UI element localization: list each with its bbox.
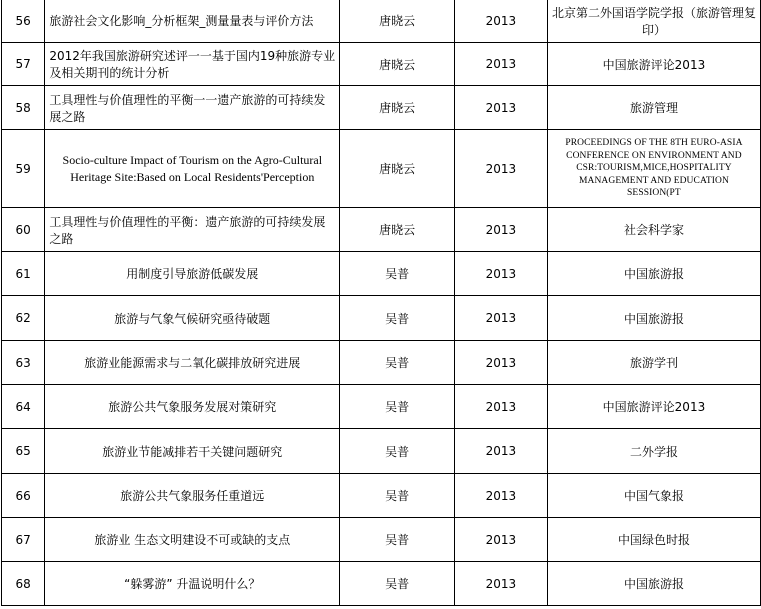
row-number: 56 xyxy=(2,0,45,43)
author: 吴普 xyxy=(340,296,455,341)
row-number: 57 xyxy=(2,43,45,86)
paper-title: 工具理性与价值理性的平衡一一遗产旅游的可持续发展之路 xyxy=(45,86,340,130)
row-number: 60 xyxy=(2,208,45,252)
row-number: 68 xyxy=(2,562,45,606)
publication-source: 中国旅游评论2013 xyxy=(547,385,760,429)
year: 2013 xyxy=(454,429,547,474)
publication-source: 中国绿色时报 xyxy=(547,518,760,562)
year: 2013 xyxy=(454,518,547,562)
paper-title: 旅游业能源需求与二氧化碳排放研究进展 xyxy=(45,341,340,385)
publication-source: 中国旅游报 xyxy=(547,296,760,341)
row-number: 59 xyxy=(2,130,45,208)
publication-source: 社会科学家 xyxy=(547,208,760,252)
row-number: 58 xyxy=(2,86,45,130)
author: 吴普 xyxy=(340,385,455,429)
author: 唐晓云 xyxy=(340,86,455,130)
paper-title: 旅游公共气象服务任重道远 xyxy=(45,474,340,518)
table-row xyxy=(2,385,761,429)
row-number: 63 xyxy=(2,341,45,385)
paper-title: 旅游业 生态文明建设不可或缺的支点 xyxy=(45,518,340,562)
year: 2013 xyxy=(454,385,547,429)
paper-title: Socio-culture Impact of Tourism on the Agro-Cultural Heritage Site:Based on Local Residents'Perception xyxy=(45,130,340,208)
publication-source: 中国气象报 xyxy=(547,474,760,518)
year: 2013 xyxy=(454,474,547,518)
year: 2013 xyxy=(454,296,547,341)
author: 唐晓云 xyxy=(340,208,455,252)
table-row xyxy=(2,252,761,296)
publication-source: 中国旅游评论2013 xyxy=(547,43,760,86)
year: 2013 xyxy=(454,130,547,208)
paper-title: 旅游公共气象服务发展对策研究 xyxy=(45,385,340,429)
author: 吴普 xyxy=(340,429,455,474)
table-row xyxy=(2,518,761,562)
paper-title: 旅游与气象气候研究亟待破题 xyxy=(45,296,340,341)
author: 吴普 xyxy=(340,252,455,296)
author: 吴普 xyxy=(340,518,455,562)
publication-source: 中国旅游报 xyxy=(547,252,760,296)
year: 2013 xyxy=(454,86,547,130)
paper-title: 工具理性与价值理性的平衡：遗产旅游的可持续发展之路 xyxy=(45,208,340,252)
table-row xyxy=(2,429,761,474)
paper-title: 2012年我国旅游研究述评一一基于国内19种旅游专业及相关期刊的统计分析 xyxy=(45,43,340,86)
paper-title: “躲雾游” 升温说明什么？ xyxy=(45,562,340,606)
author: 唐晓云 xyxy=(340,0,455,43)
year: 2013 xyxy=(454,252,547,296)
table-row xyxy=(2,208,761,252)
table-row xyxy=(2,341,761,385)
publication-source: PROCEEDINGS OF THE 8TH EURO-ASIA CONFERENCE ON ENVIRONMENT AND CSR:TOURISM,MICE,HOSPITALITY MANAGEMENT AND EDUCATION SESSION(PT xyxy=(547,130,760,208)
publication-source: 旅游学刊 xyxy=(547,341,760,385)
table-row xyxy=(2,130,761,208)
publication-source: 旅游管理 xyxy=(547,86,760,130)
year: 2013 xyxy=(454,0,547,43)
year: 2013 xyxy=(454,208,547,252)
row-number: 62 xyxy=(2,296,45,341)
row-number: 66 xyxy=(2,474,45,518)
year: 2013 xyxy=(454,341,547,385)
table-row xyxy=(2,86,761,130)
author: 唐晓云 xyxy=(340,43,455,86)
table-row xyxy=(2,43,761,86)
paper-title: 用制度引导旅游低碳发展 xyxy=(45,252,340,296)
table-row xyxy=(2,562,761,606)
table-row xyxy=(2,296,761,341)
year: 2013 xyxy=(454,43,547,86)
row-number: 67 xyxy=(2,518,45,562)
row-number: 65 xyxy=(2,429,45,474)
table-row xyxy=(2,0,761,43)
publication-source: 中国旅游报 xyxy=(547,562,760,606)
row-number: 61 xyxy=(2,252,45,296)
publication-source: 二外学报 xyxy=(547,429,760,474)
row-number: 64 xyxy=(2,385,45,429)
author: 唐晓云 xyxy=(340,130,455,208)
paper-title: 旅游社会文化影响_分析框架_测量量表与评价方法 xyxy=(45,0,340,43)
author: 吴普 xyxy=(340,341,455,385)
table-row xyxy=(2,474,761,518)
publication-table xyxy=(1,0,761,606)
author: 吴普 xyxy=(340,562,455,606)
year: 2013 xyxy=(454,562,547,606)
author: 吴普 xyxy=(340,474,455,518)
publication-source: 北京第二外国语学院学报（旅游管理复印） xyxy=(547,0,760,43)
paper-title: 旅游业节能减排若干关键问题研究 xyxy=(45,429,340,474)
